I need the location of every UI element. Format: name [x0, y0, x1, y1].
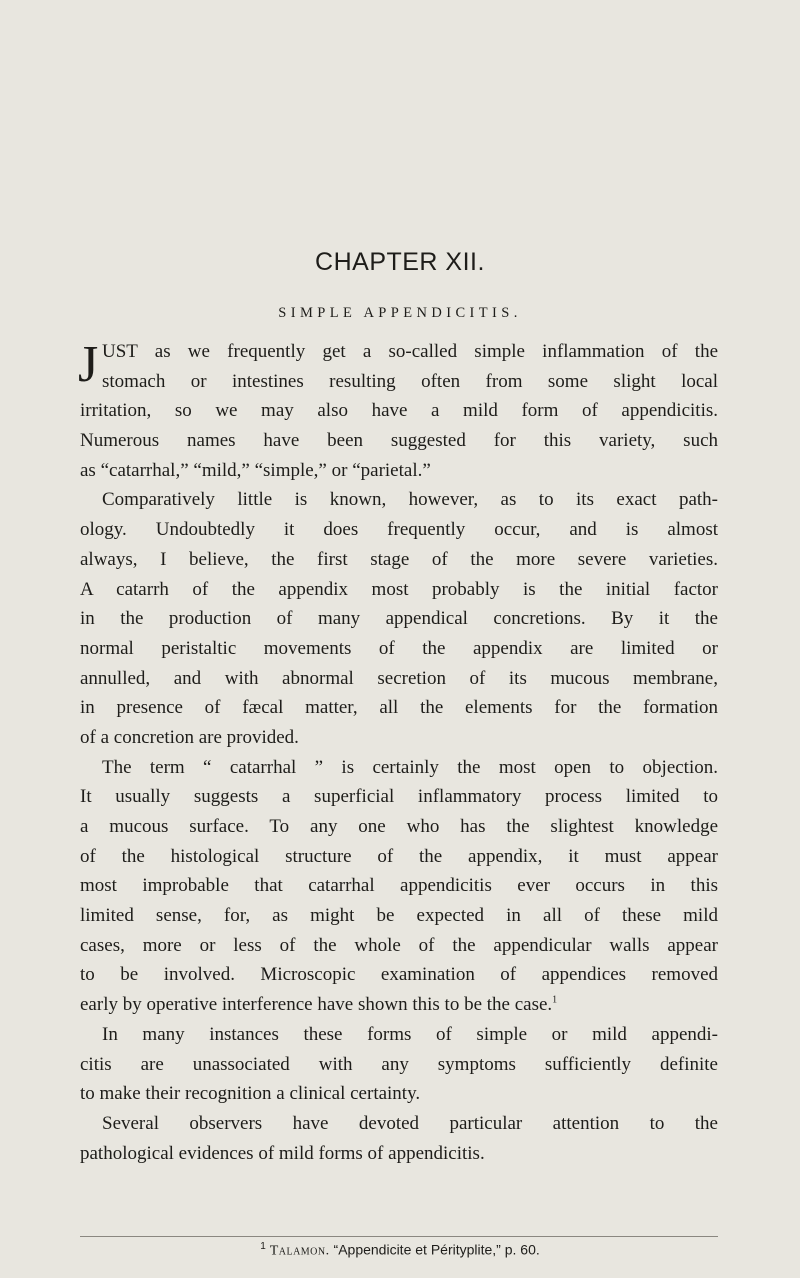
footnote-author: Talamon.	[269, 1243, 330, 1259]
text-line: citis are unassociated with any symptoms sufficiently definite	[80, 1053, 718, 1075]
text-line: as “catarrhal,” “mild,” “simple,” or “parietal.”	[80, 459, 431, 481]
footnote-divider	[80, 1236, 718, 1237]
text-line: ology. Undoubtedly it does frequently occur, and is almost	[80, 519, 718, 541]
text-line: normal peristaltic movements of the appendix are limited or	[80, 637, 718, 659]
text-line	[80, 990, 718, 1020]
text-line: to be involved. Microscopic examination of appendices removed	[80, 964, 718, 986]
text-line: stomach or intestines resulting often from some slight local	[102, 370, 718, 392]
text-line-content: early by operative interference have shown this to be the case.	[80, 994, 553, 1016]
footnote-marker: 1	[260, 1241, 266, 1252]
text-line: pathological evidences of mild forms of appendicitis.	[80, 1142, 485, 1164]
drop-cap: J	[78, 336, 99, 393]
chapter-title: CHAPTER XII.	[315, 248, 485, 276]
text-line: most improbable that catarrhal appendicitis ever occurs in this	[80, 875, 718, 897]
text-line: In many instances these forms of simple or mild appendi-	[102, 1023, 718, 1045]
text-line: Comparatively little is known, however, as to its exact path-	[102, 489, 718, 511]
text-line: cases, more or less of the whole of the appendicular walls appear	[80, 934, 718, 956]
text-line: Numerous names have been suggested for this variety, such	[80, 430, 718, 452]
text-line: A catarrh of the appendix most probably is the initial factor	[80, 578, 718, 600]
text-line: in the production of many appendical concretions. By it the	[80, 608, 718, 630]
text-line: a mucous surface. To any one who has the slightest knowledge	[80, 816, 718, 837]
text-line: limited sense, for, as might be expected in all of these mild	[80, 905, 718, 927]
text-line: always, I believe, the first stage of the more severe varieties.	[80, 548, 718, 570]
text-line: to make their recognition a clinical certainty.	[80, 1083, 421, 1105]
footnote-text: “Appendicite et Pérityplite,” p. 60.	[333, 1241, 540, 1258]
text-line: irritation, so we may also have a mild form of appendicitis.	[80, 400, 718, 422]
text-line: of the histological structure of the appendix, it must appear	[80, 845, 718, 867]
text-line: Several observers have devoted particular attention to the	[102, 1112, 718, 1134]
text-line: The term “ catarrhal ” is certainly the most open to objection.	[102, 756, 718, 778]
text-line: in presence of fæcal matter, all the elements for the formation	[80, 697, 718, 719]
text-line: annulled, and with abnormal secretion of its mucous membrane,	[80, 667, 718, 689]
text-line: of a concretion are provided.	[80, 726, 299, 748]
section-title: SIMPLE APPENDICITIS.	[278, 305, 522, 321]
text-line: It usually suggests a superficial inflammatory process limited to	[80, 786, 718, 808]
body-text	[80, 337, 718, 1168]
text-line: UST as we frequently get a so-called simple inflammation of the	[102, 341, 718, 362]
footnote	[0, 1241, 800, 1260]
footnote-reference: 1	[552, 994, 558, 1006]
